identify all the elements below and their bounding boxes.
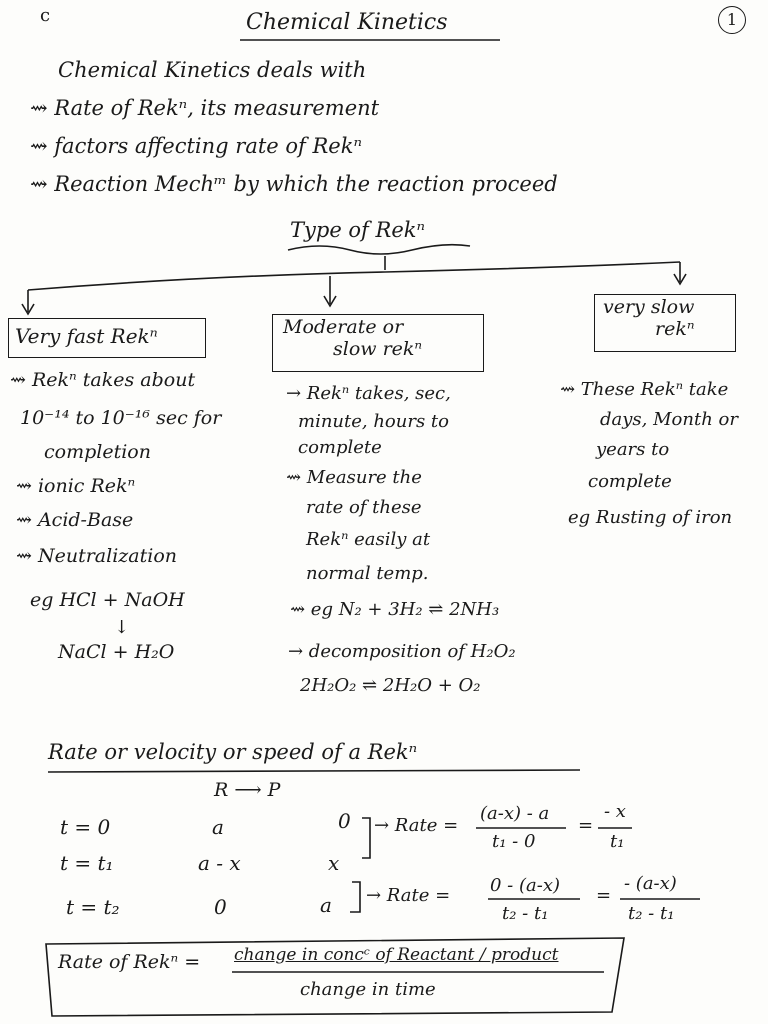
reactant-value: a: [212, 815, 224, 839]
moderate-line: → Rekⁿ takes, sec,: [286, 383, 451, 404]
rate1-label: → Rate =: [374, 815, 459, 836]
slow-label-2: rekⁿ: [655, 317, 695, 340]
intro-lead: Chemical Kinetics deals with: [58, 58, 367, 82]
fast-line: ⇝ Rekⁿ takes about: [10, 369, 196, 391]
fast-line: ⇝ Neutralization: [16, 545, 177, 567]
slow-line: complete: [588, 471, 672, 492]
rate2-equals: =: [596, 885, 612, 906]
fast-line: eg HCl + NaOH: [30, 589, 185, 611]
rate2-denominator: t₂ - t₁: [502, 903, 549, 924]
definition-denominator: change in time: [300, 979, 436, 1000]
fast-line: completion: [44, 441, 151, 463]
definition-numerator: change in concᶜ of Reactant / product: [234, 945, 559, 965]
moderate-line: minute, hours to: [298, 411, 449, 432]
fast-line: NaCl + H₂O: [58, 641, 175, 663]
moderate-reaction-box: [272, 314, 484, 372]
product-value: 0: [338, 809, 351, 833]
slow-line: years to: [596, 439, 670, 460]
fast-line: ⇝ ionic Rekⁿ: [16, 475, 136, 497]
rate2-denominator-2: t₂ - t₁: [628, 903, 675, 924]
moderate-line: → decomposition of H₂O₂: [288, 641, 516, 662]
fast-reaction-box: [8, 318, 206, 358]
reactant-value: a - x: [198, 851, 241, 875]
page-number: 1: [718, 6, 746, 34]
reactant-value: 0: [214, 895, 227, 919]
page-title: Chemical Kinetics: [246, 10, 448, 35]
intro-point: ⇝ factors affecting rate of Rekⁿ: [30, 134, 362, 158]
time-label: t = t₂: [66, 895, 120, 919]
product-value: x: [328, 851, 340, 875]
rate1-equals: =: [578, 815, 594, 836]
rate1-numerator: (a-x) - a: [480, 803, 550, 824]
intro-point: ⇝ Reaction Mechᵐ by which the reaction proceed: [30, 172, 558, 196]
moderate-label-2: slow rekⁿ: [333, 337, 423, 360]
reaction-equation: R ⟶ P: [214, 779, 281, 801]
product-value: a: [320, 893, 332, 917]
moderate-line: ⇝ Measure the: [286, 467, 422, 488]
fast-line: ↓: [114, 617, 130, 638]
rate1-denominator-2: t₁: [610, 831, 625, 852]
time-label: t = t₁: [60, 851, 114, 875]
rate2-label: → Rate =: [366, 885, 451, 906]
rate1-numerator-2: - x: [604, 801, 626, 822]
moderate-line: rate of these: [306, 497, 422, 518]
moderate-label-1: Moderate or: [283, 316, 404, 338]
moderate-line: Rekⁿ easily at: [306, 529, 431, 550]
slow-label-1: very slow: [603, 296, 695, 318]
definition-lhs: Rate of Rekⁿ =: [58, 951, 201, 973]
slow-reaction-box: [594, 294, 736, 352]
fast-reaction-label: Very fast Rekⁿ: [15, 324, 158, 348]
types-heading: Type of Rekⁿ: [290, 218, 425, 242]
intro-point: ⇝ Rate of Rekⁿ, its measurement: [30, 96, 380, 120]
rate2-numerator-2: - (a-x): [624, 873, 677, 894]
rate-heading: Rate or velocity or speed of a Rekⁿ: [48, 740, 418, 764]
moderate-line: 2H₂O₂ ⇌ 2H₂O + O₂: [300, 675, 481, 696]
moderate-line: complete: [298, 437, 382, 458]
slow-line: days, Month or: [600, 409, 738, 430]
time-label: t = 0: [60, 815, 111, 839]
rate2-numerator: 0 - (a-x): [490, 875, 560, 896]
moderate-line: ⇝ eg N₂ + 3H₂ ⇌ 2NH₃: [290, 599, 500, 620]
fast-line: ⇝ Acid-Base: [16, 509, 134, 531]
rate1-denominator: t₁ - 0: [492, 831, 536, 852]
moderate-line: normal temp.: [306, 563, 429, 584]
fast-line: 10⁻¹⁴ to 10⁻¹⁶ sec for: [20, 407, 222, 429]
slow-line: eg Rusting of iron: [568, 507, 733, 528]
slow-line: ⇝ These Rekⁿ take: [560, 379, 729, 400]
corner-mark: c: [40, 5, 51, 26]
